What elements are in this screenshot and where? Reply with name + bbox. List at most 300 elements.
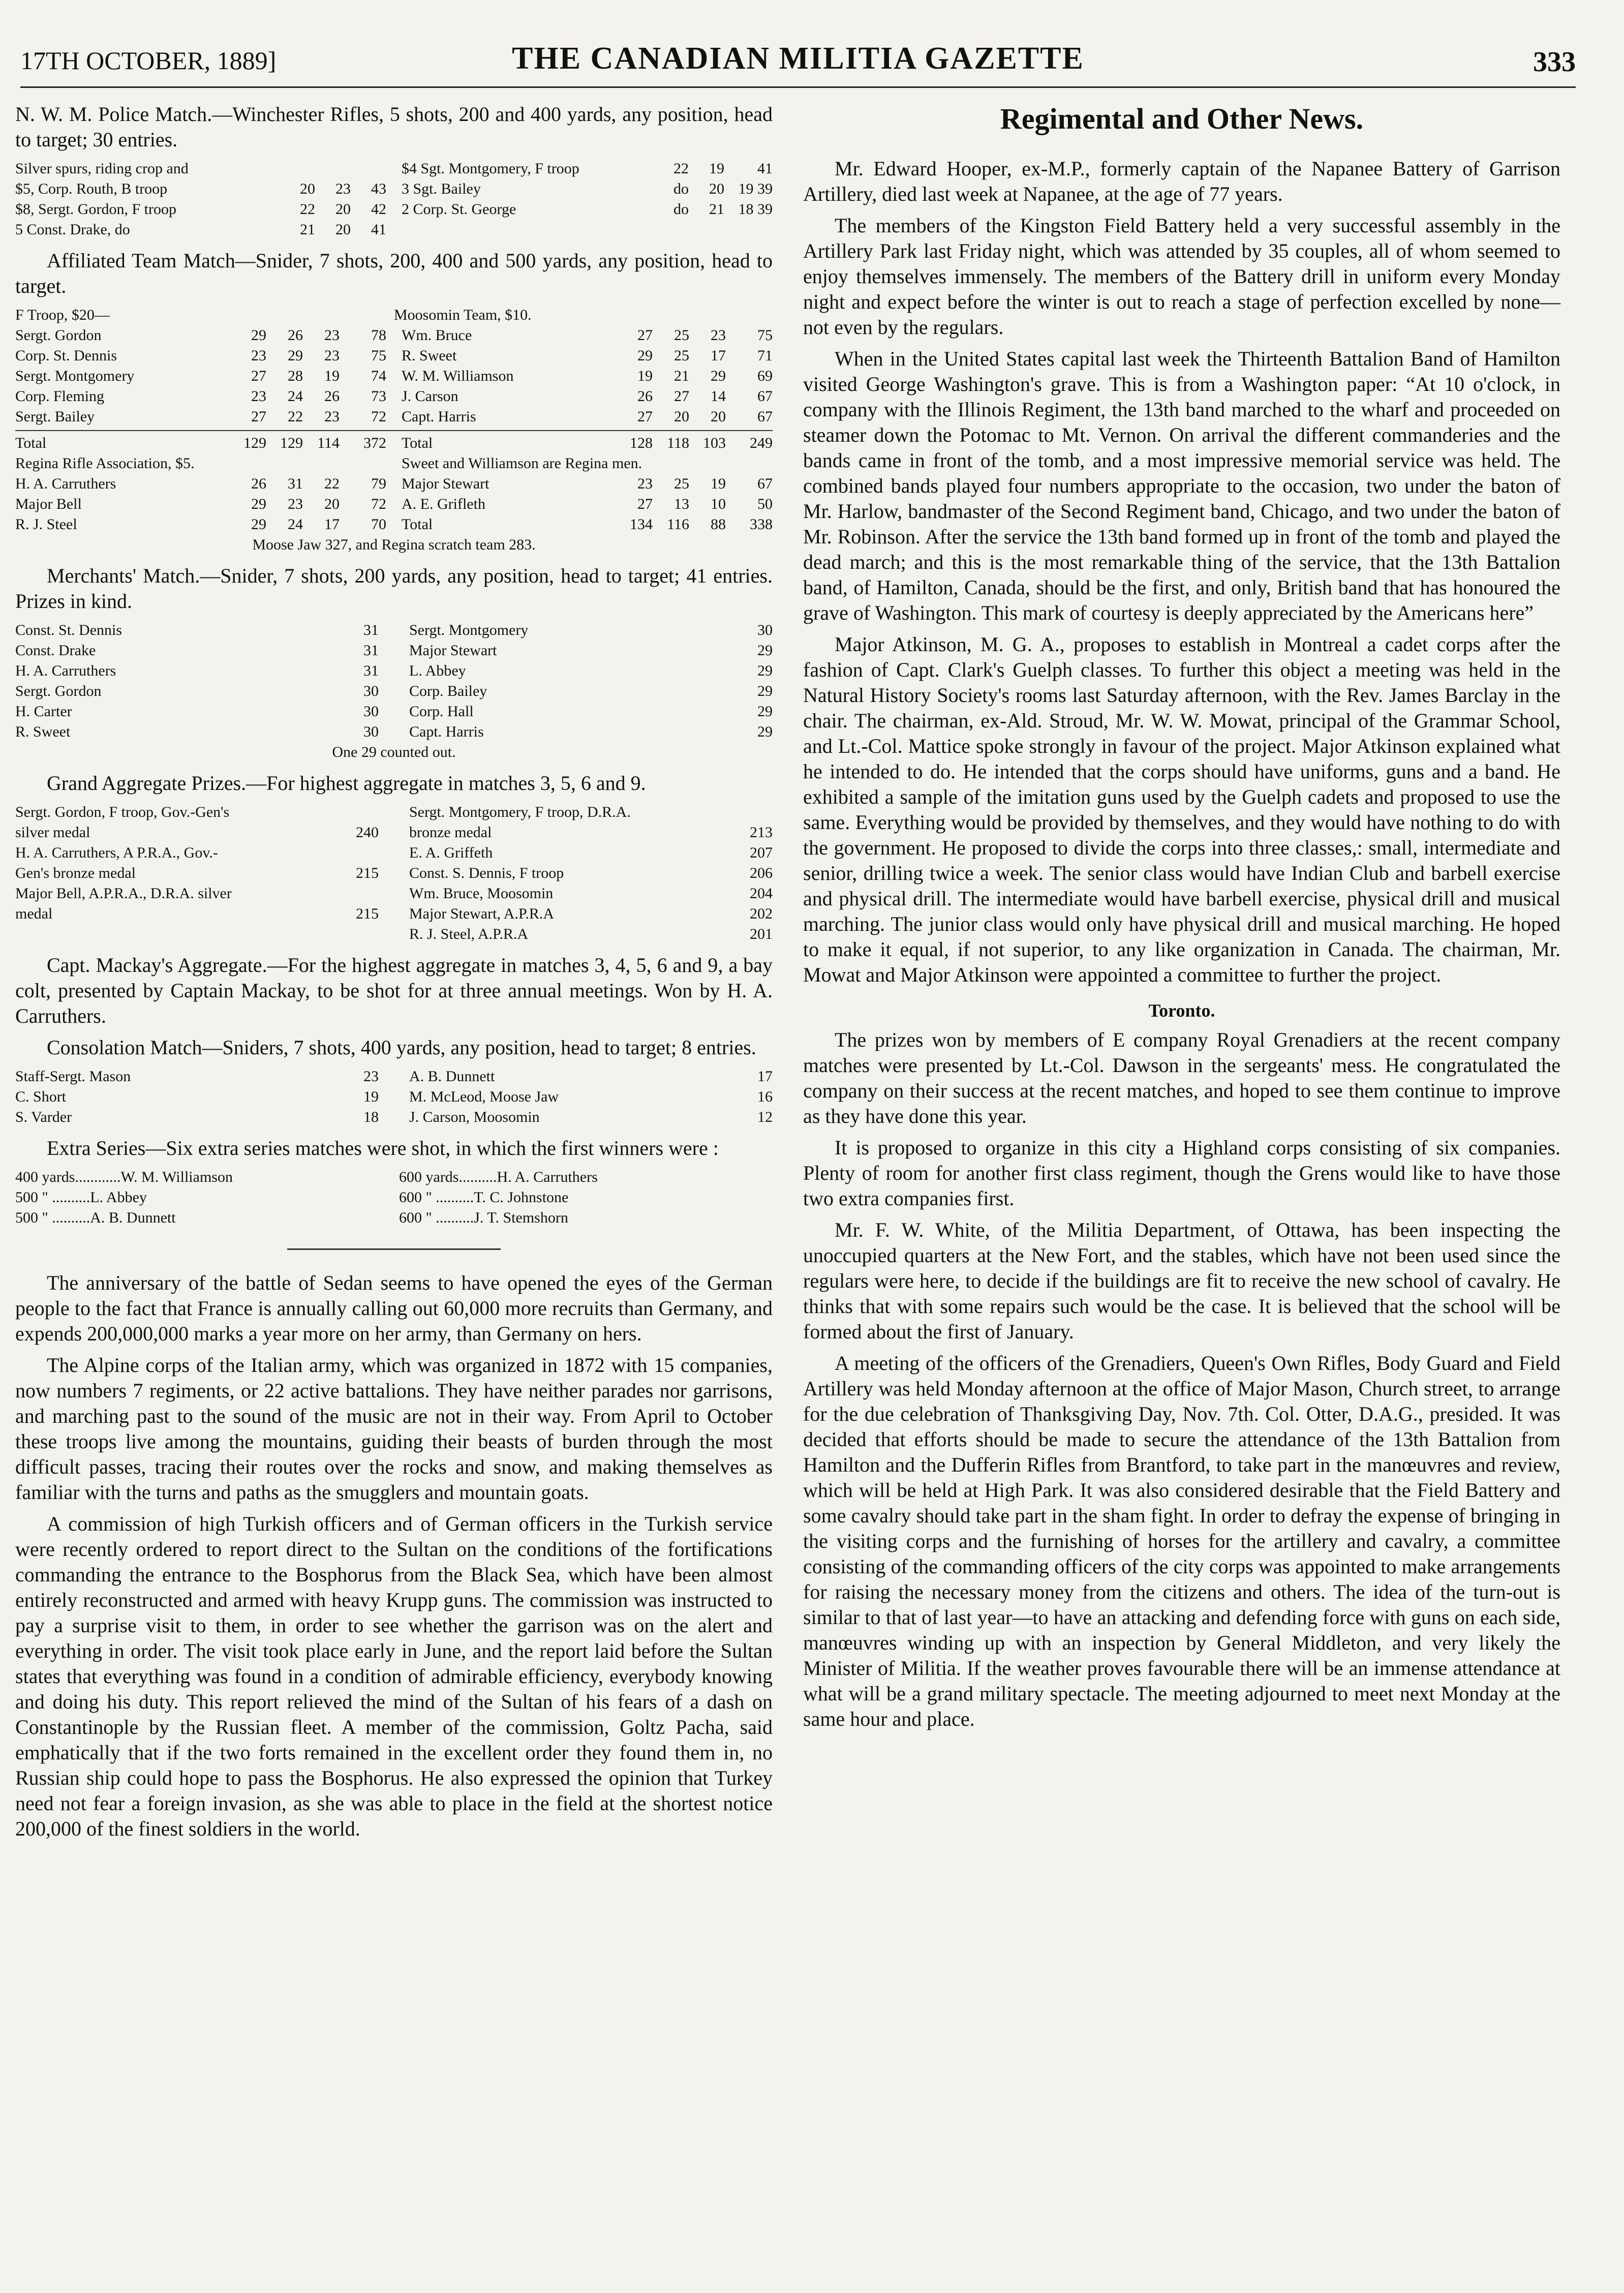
total-label: Total (402, 435, 433, 451)
entry-name: E. A. Griffeth (409, 844, 493, 861)
row-right (386, 474, 773, 494)
shooter-name: 2 Corp. St. George (402, 201, 516, 218)
entry-name: Capt. Harris (409, 723, 484, 740)
extra-entry: 500 " ..........L. Abbey (15, 1189, 147, 1206)
article-paragraph: The prizes won by members of E company Royal Grenadiers at the recent company matches were presented by Lt.-Col. Dawson in the sergeants' mess. He congratulated the company on their success at the recent matches, and hoped to see them continue to improve as they have done this year. (803, 1028, 1560, 1127)
table-row (15, 1087, 773, 1107)
toronto-news-body (803, 1027, 1560, 1732)
row-right (389, 1187, 773, 1208)
score-cell: 21 (674, 368, 689, 384)
article-paragraph: The members of the Kingston Field Battery held a very successful assembly in the Artillery Park last Friday night, which was attended by 35 couples, all of whom seemed to enjoy themselves immensely. The members of the Battery drill in uniform every Monday night and expect before the winter is out to reach a stage of perfection excelled by none—not even by the regulars. (803, 214, 1560, 339)
row-left (15, 822, 399, 843)
table-row (15, 159, 773, 179)
row-right (399, 1087, 773, 1107)
score-total: 42 (371, 201, 386, 218)
score-cell: 19 (711, 475, 726, 492)
row-right (399, 822, 773, 843)
entry-score: 206 (750, 865, 773, 881)
mackay-aggregate: Capt. Mackay's Aggregate.—For the highest aggregate in matches 3, 4, 5, 6 and 9, a bay colt, presented by Captain Mackay, to be shot for at three annual meetings. Won by H. A. Carruthers. (15, 954, 773, 1027)
shooter-name: Wm. Bruce (402, 327, 472, 344)
table-row (15, 924, 773, 944)
shooter-name: R. Sweet (402, 347, 457, 364)
shooter-name: 3 Sgt. Bailey (402, 180, 481, 197)
table-row (15, 514, 773, 535)
score-cell: 14 (711, 388, 726, 405)
shooter-name: A. E. Grifleth (402, 496, 485, 512)
score-cell: 23 (637, 475, 653, 492)
affiliated-total-row (15, 430, 773, 453)
row-left (15, 220, 386, 240)
consolation-table (15, 1066, 773, 1127)
extra-series-table (15, 1167, 773, 1228)
shooter-name: Corp. Fleming (15, 388, 105, 405)
article-paragraph: A meeting of the officers of the Grenadiers, Queen's Own Rifles, Body Guard and Field Artillery was held Monday afternoon at the office of Major Mason, Church street, to arrange for the due celebration of Thanksgiving Day, Nov. 7th. Col. Otter, D.A.G., presided. It was decided that efforts should be made to secure the attendance of the 13th Battalion from Hamilton and the Dufferin Rifles from Brantford, to take part in the manœuvres and review, which will be held at High Park. It was also considered desirable that the Field Battery and some cavalry should take part in the sham fight. In order to defray the expense of bringing in the visiting corps and the furnishing of horses for the artillery and cavalry, a committee consisting of the commanding officers of the city corps was appointed to make arrangements for raising the necessary money from the citizens and others. The idea of the turn-out is similar to that of last year—to have an attacking and defending force with guns on each side, manœuvres winding up with an inspection by General Middleton, and very likely the Minister of Militia. If the weather proves favourable there will be an immense attendance at what will be a grand military spectacle. The meeting adjourned to meet next Monday at the same hour and place. (803, 1352, 1560, 1730)
row-right (389, 1208, 773, 1228)
entry-score (343, 802, 379, 822)
nwmp-match-table (15, 159, 773, 240)
score-cell: do (673, 180, 689, 197)
shooter-name: Corp. St. Dennis (15, 347, 117, 364)
shooter-name: Sergt. Gordon (15, 327, 102, 344)
table-row (15, 1167, 773, 1187)
score-cell: do (673, 201, 689, 218)
row-right (386, 407, 773, 427)
score-total: 67 (757, 388, 773, 405)
right-column (803, 102, 1560, 1738)
score-cell: 29 (251, 496, 266, 512)
score-total: 67 (757, 475, 773, 492)
row-right (386, 386, 773, 407)
score-total: 72 (371, 496, 386, 512)
score-cell: 88 (711, 516, 726, 533)
merchants-note: One 29 counted out. (332, 744, 456, 760)
score-total: 72 (371, 408, 386, 425)
entry-name: bronze medal (409, 824, 492, 841)
scratch-note: Moose Jaw 327, and Regina scratch team 283. (252, 536, 536, 553)
row-left (15, 494, 386, 514)
score-cell: 22 (300, 201, 315, 218)
row-right (386, 220, 773, 240)
table-row (15, 640, 773, 661)
shooter-name: R. J. Steel (15, 516, 77, 533)
row-left (15, 366, 386, 386)
entry-name: Staff-Sergt. Mason (15, 1068, 131, 1085)
entry-score: 201 (750, 926, 773, 942)
score-total: 18 39 (738, 201, 773, 218)
score-total: 70 (371, 516, 386, 533)
table-row (15, 1208, 773, 1228)
article-paragraph: It is proposed to organize in this city a Highland corps consisting of six companies. Plenty of room for another first class regiment, though the Grens would like to have those two extra companies first. (803, 1136, 1560, 1210)
table-row (15, 701, 773, 722)
score-total: 79 (371, 475, 386, 492)
entry-name: Major Stewart (409, 642, 497, 659)
left-article-body (15, 1270, 773, 1842)
score-total: 50 (757, 496, 773, 512)
entry-score: 29 (757, 703, 773, 720)
consolation-intro: Consolation Match—Sniders, 7 shots, 400 yards, any position, head to target; 8 entries. (47, 1036, 756, 1059)
row-left (15, 883, 399, 904)
score-cell: 25 (674, 475, 689, 492)
row-right (399, 620, 773, 640)
table-row (15, 386, 773, 407)
entry-name: silver medal (15, 824, 90, 841)
extra-series-intro: Extra Series—Six extra series matches were shot, in which the first winners were : (47, 1137, 719, 1159)
score-cell: 22 (288, 408, 303, 425)
shooter-name: Sergt. Bailey (15, 408, 95, 425)
table-row (15, 366, 773, 386)
table-row (15, 904, 773, 924)
total-cell: 249 (750, 435, 773, 451)
row-left (15, 863, 399, 883)
entry-score: 30 (363, 703, 379, 720)
score-cell: 29 (251, 327, 266, 344)
section-divider (287, 1248, 501, 1250)
row-right (386, 514, 773, 535)
row-right (399, 904, 773, 924)
entry-score: 204 (750, 885, 773, 902)
score-cell: 23 (324, 327, 340, 344)
row-left (15, 1107, 399, 1127)
entry-score (737, 802, 773, 822)
score-cell: 19 (324, 368, 340, 384)
row-left (15, 681, 399, 701)
table-row (15, 620, 773, 640)
team-a-head: F Troop, $20— (15, 307, 110, 323)
entry-score: 31 (363, 642, 379, 659)
total-cell: 128 (630, 435, 653, 451)
article-paragraph: Major Atkinson, M. G. A., proposes to establish in Montreal a cadet corps after the fashion of Capt. Clark's Guelph classes. To further this object a meeting was held in the Natural History Society's rooms last Saturday afternoon, with the Rev. James Barclay in the chair. The chairman, ex-Ald. Stroud, Mr. W. W. Mowat, principal of the Grammar School, and Lt.-Col. Mattice spoke strongly in favour of the project. Major Atkinson explained what he intended to do. He intended that the corps should have uniforms, guns and a band. He exhibited a sample of the imitation guns used by the Guelph cadets and proposed to use the same. Everything would be provided by themselves, and they would have nothing to do with the government. He proposed to divide the corps into three classes,: small, intermediate and senior, drilling twice a week. The senior class would have Indian Club and barbell exercise and physical drill. The intermediate would have barbell exercise, physical drill and musical marching. The junior class would only have physical drill and musical marching. He hoped to make it equal, if not superior, to any like organization in Canada. The chairman, Mr. Mowat and Major Atkinson were appointed a committee to further the project. (803, 633, 1560, 986)
score-cell: 20 (674, 408, 689, 425)
score-cell: 26 (288, 327, 303, 344)
row-left (15, 924, 399, 944)
row-left (15, 904, 399, 924)
table-row (15, 1187, 773, 1208)
entry-score: 29 (757, 642, 773, 659)
score-total (724, 220, 773, 240)
table-row (15, 1107, 773, 1127)
score-cell: 24 (288, 516, 303, 533)
article-paragraph: A commission of high Turkish officers and of German officers in the Turkish service were recently ordered to report direct to the Sultan on the conditions of the fortifications commanding the entrance to the Bosphorus from the Black Sea, which have been almost entirely reconstructed and armed with heavy Krupp guns. The commission was instructed to pay a surprise visit to them, in order to see whether the garrison was on the alert and everything in order. The visit took place early in June, and the report laid before the Sultan states that everything was found in a condition of admirable efficiency, everybody knowing and doing his duty. This report relieved the mind of the Sultan of his fears of a dash on Constantinople by the Russian fleet. A member of the commission, Goltz Pacha, said emphatically that if the two forts remained in the excellent order they found them in, no Russian ship could hope to pass the Bosphorus. He also expressed the opinion that Turkey need not fear a foreign invasion, as she was able to place in the field at the shortest notice 200,000 of the finest soldiers in the world. (15, 1512, 773, 1840)
score-cell: 23 (251, 388, 266, 405)
score-total: 69 (757, 368, 773, 384)
score-cell: 20 (324, 496, 340, 512)
row-left (15, 661, 399, 681)
issue-date: 17TH OCTOBER, 1889] (20, 46, 277, 75)
entry-score: 213 (750, 824, 773, 841)
entry-name: J. Carson, Moosomin (409, 1109, 540, 1125)
row-right (399, 883, 773, 904)
entry-name: M. McLeod, Moose Jaw (409, 1088, 559, 1105)
affiliated-table (15, 325, 773, 427)
score-total: 73 (371, 388, 386, 405)
shooter-name: Major Bell (15, 496, 82, 512)
score-cell: 22 (324, 475, 340, 492)
score-cell: 24 (288, 388, 303, 405)
score-cell: 17 (711, 347, 726, 364)
entry-score: 31 (363, 662, 379, 679)
row-left (15, 407, 386, 427)
extra-entry: 600 " ..........T. C. Johnstone (399, 1189, 569, 1206)
entry-score (343, 924, 379, 944)
row-left (15, 802, 399, 822)
score-cell: 27 (637, 327, 653, 344)
shooter-name: $4 Sgt. Montgomery, F troop (402, 160, 579, 177)
entry-name: Const. St. Dennis (15, 622, 122, 638)
score-total: 71 (757, 347, 773, 364)
row-left (15, 620, 399, 640)
score-cell: 20 (709, 180, 724, 197)
table-row (15, 325, 773, 346)
row-left (15, 722, 399, 742)
entry-score: 29 (757, 683, 773, 699)
row-right (386, 199, 773, 220)
row-right (399, 661, 773, 681)
article-paragraph: Mr. Edward Hooper, ex-M.P., formerly captain of the Napanee Battery of Garrison Artillery, died last week at Napanee, at the age of 77 years. (803, 157, 1560, 205)
entry-name: Corp. Bailey (409, 683, 487, 699)
shooter-name: $5, Corp. Routh, B troop (15, 180, 168, 197)
entry-score: 215 (356, 905, 379, 922)
entry-score: 23 (363, 1068, 379, 1085)
score-cell: 28 (288, 368, 303, 384)
row-left (15, 640, 399, 661)
regina-table (15, 474, 773, 535)
entry-score: 31 (363, 622, 379, 638)
header-rule (20, 86, 1576, 88)
row-left (15, 159, 386, 179)
article-paragraph: When in the United States capital last week the Thirteenth Battalion Band of Hamilton visited George Washington's grave. This is from a Washington paper: “At 10 o'clock, in company with the Illinois Regiment, the 13th band marched to the wharf and proceeded on steamer down the Potomac to Mt. Vernon. On arrival the different commanderies and the bands came in front of the tomb, and a most impressive memorial service was held. The combined bands played four numbers appropriate to the occasion, two under the baton of Mr. Harlow, bandmaster of the Second Regiment band, Chicago, and two under the baton of Mr. Robinson. After the service the 13th band formed up in front of the tomb and played the dead march; and this is the most remarkable thing of the service, that the 13th Battalion band, of Hamilton, Canada, should be the first, and only, British band that has honoured the grave of Washington. This mark of courtesy is deeply appreciated by the Americans here” (803, 347, 1560, 624)
table-row (15, 220, 773, 240)
entry-score: 30 (757, 622, 773, 638)
regina-head: Regina Rifle Association, $5. (15, 455, 195, 472)
row-left (15, 346, 386, 366)
total-cell: 129 (243, 435, 266, 451)
score-cell: 25 (674, 347, 689, 364)
grand-aggregate-table (15, 802, 773, 944)
nwmp-match-intro: N. W. M. Police Match.—Winchester Rifles, 5 shots, 200 and 400 yards, any position, head to target; 30 entries. (15, 103, 773, 151)
entry-score: 29 (757, 723, 773, 740)
score-cell: 29 (251, 516, 266, 533)
row-right (399, 701, 773, 722)
score-cell: 20 (335, 221, 351, 238)
total-cell: 114 (317, 435, 340, 451)
page-number: 333 (1533, 46, 1576, 78)
entry-name: H. A. Carruthers (15, 662, 116, 679)
article-paragraph: Mr. F. W. White, of the Militia Department, of Ottawa, has been inspecting the unoccupied quarters at the New Fort, and the stables, which have not been used since the regulars were here, to decide if the buildings are fit to receive the new school of cavalry. He thinks that with some repairs such would be the case. It is believed that the school will be formed about the first of January. (803, 1218, 1560, 1343)
table-row (15, 179, 773, 199)
entry-name (15, 924, 343, 944)
entry-name: Sergt. Montgomery (409, 622, 529, 638)
row-left (15, 1066, 399, 1087)
entry-score (343, 843, 379, 863)
entry-score: 19 (363, 1088, 379, 1105)
row-left (15, 514, 386, 535)
row-left (15, 325, 386, 346)
table-row (15, 802, 773, 822)
score-cell: 134 (630, 516, 653, 533)
row-right (399, 1107, 773, 1127)
row-right (386, 179, 773, 199)
score-total: 338 (750, 516, 773, 533)
row-left (15, 1167, 389, 1187)
publication-title: THE CANADIAN MILITIA GAZETTE (512, 41, 1084, 76)
row-right (399, 722, 773, 742)
entry-name: Major Bell, A.P.R.A., D.R.A. silver (15, 885, 232, 902)
score-cell: 17 (324, 516, 340, 533)
row-right (386, 494, 773, 514)
row-right (399, 802, 773, 822)
entry-score: 207 (750, 844, 773, 861)
score-cell: 27 (251, 368, 266, 384)
score-cell: 10 (711, 496, 726, 512)
row-right (386, 366, 773, 386)
shooter-name: Sergt. Montgomery (15, 368, 135, 384)
score-cell: 23 (288, 496, 303, 512)
score-cell: 26 (324, 388, 340, 405)
entry-score: 12 (757, 1109, 773, 1125)
article-paragraph: The Alpine corps of the Italian army, which was organized in 1872 with 15 companies, now numbers 7 regiments, or 22 active battalions. They have neither parades nor garrisons, and marching past to the sound of the music are not in their way. From April to October these troops live among the mountains, guiding their beasts of burden through the most difficult passes, tracing their routes over the rocks and snow, and making themselves as familiar with the turns and paths as the smugglers and mountain goats. (15, 1354, 773, 1504)
score-total: 43 (371, 180, 386, 197)
row-right (386, 346, 773, 366)
grand-aggregate-intro: Grand Aggregate Prizes.—For highest aggregate in matches 3, 5, 6 and 9. (47, 772, 646, 794)
score-total: 75 (757, 327, 773, 344)
score-cell: 13 (674, 496, 689, 512)
page-header (20, 30, 1576, 86)
row-left (15, 199, 386, 220)
total-cell: 129 (280, 435, 303, 451)
row-left (15, 1087, 399, 1107)
left-column (15, 102, 773, 1848)
entry-score: 29 (757, 662, 773, 679)
score-cell: 23 (324, 408, 340, 425)
entry-name: A. B. Dunnett (409, 1068, 495, 1085)
row-right (399, 681, 773, 701)
article-paragraph: The anniversary of the battle of Sedan seems to have opened the eyes of the German people to the fact that France is annually calling out 60,000 more recruits than Germany, and expends 200,000,000 marks a year more on her army, than Germany on hers. (15, 1271, 773, 1345)
merchants-intro: Merchants' Match.—Snider, 7 shots, 200 yards, any position, head to target; 41 entries. Prizes in kind. (15, 564, 773, 613)
table-row (15, 883, 773, 904)
score-cell (280, 159, 315, 179)
score-cell: 26 (251, 475, 266, 492)
row-left (15, 1208, 389, 1228)
score-cell: 19 (637, 368, 653, 384)
section-heading: Regimental and Other News. (1000, 102, 1364, 135)
entry-score: 30 (363, 683, 379, 699)
table-row (15, 474, 773, 494)
entry-score: 16 (757, 1088, 773, 1105)
score-cell: 22 (673, 160, 689, 177)
row-right (386, 159, 773, 179)
score-cell: 20 (335, 201, 351, 218)
total-cell: 103 (703, 435, 726, 451)
row-left (15, 701, 399, 722)
entry-name: H. Carter (15, 703, 72, 720)
score-cell: 23 (324, 347, 340, 364)
score-cell: 27 (251, 408, 266, 425)
extra-entry: 600 yards..........H. A. Carruthers (399, 1169, 598, 1185)
entry-name: Const. S. Dennis, F troop (409, 865, 564, 881)
extra-entry: 600 " ..........J. T. Stemshorn (399, 1209, 568, 1226)
score-cell: 26 (637, 388, 653, 405)
total-cell: 372 (363, 435, 386, 451)
row-right (389, 1167, 773, 1187)
score-cell: 19 (709, 160, 724, 177)
team-heads (15, 305, 773, 325)
score-cell: 23 (335, 180, 351, 197)
table-row (15, 494, 773, 514)
table-row (15, 407, 773, 427)
score-cell: 23 (251, 347, 266, 364)
entry-name: Sergt. Gordon (15, 683, 102, 699)
entry-score: 17 (757, 1068, 773, 1085)
row-right (399, 1066, 773, 1087)
score-total (351, 159, 386, 179)
score-cell: 20 (711, 408, 726, 425)
score-total: 74 (371, 368, 386, 384)
score-total: 41 (757, 160, 773, 177)
table-row (15, 843, 773, 863)
shooter-name: W. M. Williamson (402, 368, 514, 384)
row-right (399, 640, 773, 661)
regina-note-row (15, 453, 773, 474)
score-total: 41 (371, 221, 386, 238)
entry-score: 202 (750, 905, 773, 922)
entry-name: S. Varder (15, 1109, 72, 1125)
row-right (399, 863, 773, 883)
score-cell: 29 (637, 347, 653, 364)
table-row (15, 863, 773, 883)
table-row (15, 199, 773, 220)
entry-score: 240 (356, 824, 379, 841)
entry-name: R. J. Steel, A.P.R.A (409, 926, 529, 942)
row-left (15, 386, 386, 407)
shooter-name: Silver spurs, riding crop and (15, 160, 189, 177)
score-cell: 27 (637, 496, 653, 512)
total-label: Total (15, 435, 47, 451)
entry-name: R. Sweet (15, 723, 71, 740)
score-cell (689, 220, 724, 240)
shooter-name: 5 Const. Drake, do (15, 221, 130, 238)
table-row (15, 681, 773, 701)
entry-score: 215 (356, 865, 379, 881)
score-cell: 21 (300, 221, 315, 238)
team-b-head: Moosomin Team, $10. (394, 307, 532, 323)
score-cell (315, 159, 351, 179)
table-row (15, 661, 773, 681)
row-right (399, 843, 773, 863)
entry-name: Wm. Bruce, Moosomin (409, 885, 554, 902)
score-cell: 29 (288, 347, 303, 364)
regina-men-note: Sweet and Williamson are Regina men. (402, 455, 642, 472)
entry-score (343, 883, 379, 904)
shooter-name: Capt. Harris (402, 408, 476, 425)
score-total: 75 (371, 347, 386, 364)
entry-name: Corp. Hall (409, 703, 474, 720)
entry-name: Gen's bronze medal (15, 865, 136, 881)
score-cell: 27 (674, 388, 689, 405)
score-cell: 27 (637, 408, 653, 425)
score-cell: 21 (709, 201, 724, 218)
entry-name: Sergt. Gordon, F troop, Gov.-Gen's (15, 804, 230, 820)
entry-name: C. Short (15, 1088, 67, 1105)
merchants-table (15, 620, 773, 742)
shooter-name: J. Carson (402, 388, 458, 405)
score-cell: 23 (711, 327, 726, 344)
entry-name: Sergt. Montgomery, F troop, D.R.A. (409, 804, 631, 820)
score-total: 78 (371, 327, 386, 344)
score-total: 67 (757, 408, 773, 425)
table-row (15, 722, 773, 742)
entry-name: medal (15, 905, 53, 922)
score-cell: 116 (667, 516, 689, 533)
